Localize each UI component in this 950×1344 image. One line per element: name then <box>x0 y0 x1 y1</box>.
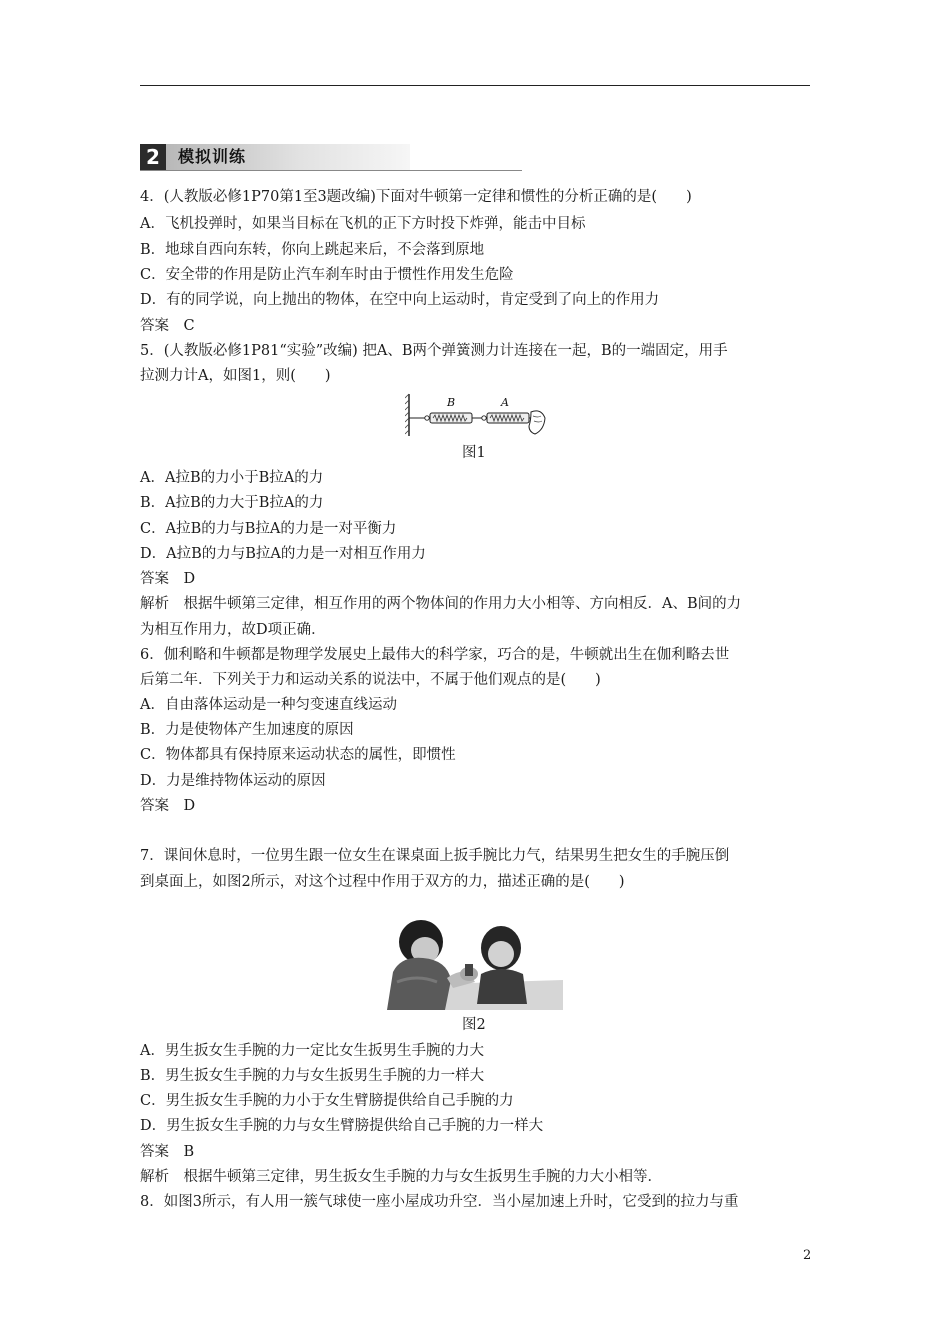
q6-stem-line2: 后第二年．下列关于力和运动关系的说法中，不属于他们观点的是( ) <box>140 672 601 688</box>
q7-option-d: D．男生扳女生手腕的力与女生臂膀提供给自己手腕的力一样大 <box>140 1118 544 1134</box>
section-header <box>140 144 522 170</box>
q4-option-d: D．有的同学说，向上抛出的物体，在空中向上运动时，肯定受到了向上的作用力 <box>140 292 660 308</box>
q7-answer: 答案 B <box>140 1144 195 1160</box>
q6-option-a: A．自由落体运动是一种匀变速直线运动 <box>140 697 397 713</box>
q5-answer: 答案 D <box>140 571 196 587</box>
q7-option-a: A．男生扳女生手腕的力一定比女生扳男生手腕的力大 <box>140 1043 484 1059</box>
figure-2-arm-wrestling-photo <box>383 912 563 1010</box>
q6-stem-line1: 6．伽利略和牛顿都是物理学发展史上最伟大的科学家，巧合的是，牛顿就出生在伽利略去世 <box>140 647 730 663</box>
q5-option-c: C．A拉B的力与B拉A的力是一对平衡力 <box>140 521 397 537</box>
q5-analysis-line1: 解析 根据牛顿第三定律，相互作用的两个物体间的作用力大小相等、方向相反．A、B间的力 <box>140 596 742 612</box>
q5-option-a: A．A拉B的力小于B拉A的力 <box>140 470 324 486</box>
q6-option-c: C．物体都具有保持原来运动状态的属性，即惯性 <box>140 747 456 763</box>
figure-1-caption: 图1 <box>462 445 486 461</box>
q7-option-c: C．男生扳女生手腕的力小于女生臂膀提供给自己手腕的力 <box>140 1093 514 1109</box>
section-title: 模拟训练 <box>178 147 247 166</box>
q5-stem-line1: 5．(人教版必修1P81“实验”改编) 把A、B两个弹簧测力计连接在一起，B的一端固定，用手 <box>140 343 728 359</box>
page-number: 2 <box>803 1248 812 1263</box>
q4-option-c: C．安全带的作用是防止汽车刹车时由于惯性作用发生危险 <box>140 267 514 283</box>
q7-analysis: 解析 根据牛顿第三定律，男生扳女生手腕的力与女生扳男生手腕的力大小相等． <box>140 1169 662 1185</box>
q4-option-b: B．地球自西向东转，你向上跳起来后，不会落到原地 <box>140 242 485 258</box>
q4-stem: 4．(人教版必修1P70第1至3题改编)下面对牛顿第一定律和惯性的分析正确的是( ) <box>140 189 692 205</box>
q5-option-b: B．A拉B的力大于B拉A的力 <box>140 495 324 511</box>
q6-answer: 答案 D <box>140 798 196 814</box>
q5-analysis-line2: 为相互作用力，故D项正确． <box>140 622 326 638</box>
q5-option-d: D．A拉B的力与B拉A的力是一对相互作用力 <box>140 546 426 562</box>
q4-answer: 答案 C <box>140 318 195 334</box>
q6-option-d: D．力是维持物体运动的原因 <box>140 773 326 789</box>
figure-2-caption: 图2 <box>462 1017 486 1033</box>
section-number: 2 <box>140 144 166 170</box>
section-underline <box>140 170 522 171</box>
q6-option-b: B．力是使物体产生加速度的原因 <box>140 722 354 738</box>
q7-stem-line2: 到桌面上，如图2所示，对这个过程中作用于双方的力，描述正确的是( ) <box>140 874 625 890</box>
q4-option-a: A．飞机投弹时，如果当目标在飞机的正下方时投下炸弹，能击中目标 <box>140 216 586 232</box>
figure-1-label-b: B <box>447 396 456 409</box>
q7-stem-line1: 7．课间休息时，一位男生跟一位女生在课桌面上扳手腕比力气，结果男生把女生的手腕压倒 <box>140 848 730 864</box>
q5-stem-line2: 拉测力计A，如图1，则( ) <box>140 368 331 384</box>
q8-stem-line1: 8．如图3所示，有人用一簇气球使一座小屋成功升空．当小屋加速上升时，它受到的拉力与重 <box>140 1194 739 1210</box>
q7-option-b: B．男生扳女生手腕的力与女生扳男生手腕的力一样大 <box>140 1068 485 1084</box>
figure-1-label-a: A <box>501 396 509 409</box>
figure-1-spring-scales <box>405 392 547 442</box>
header-rule <box>140 85 810 86</box>
